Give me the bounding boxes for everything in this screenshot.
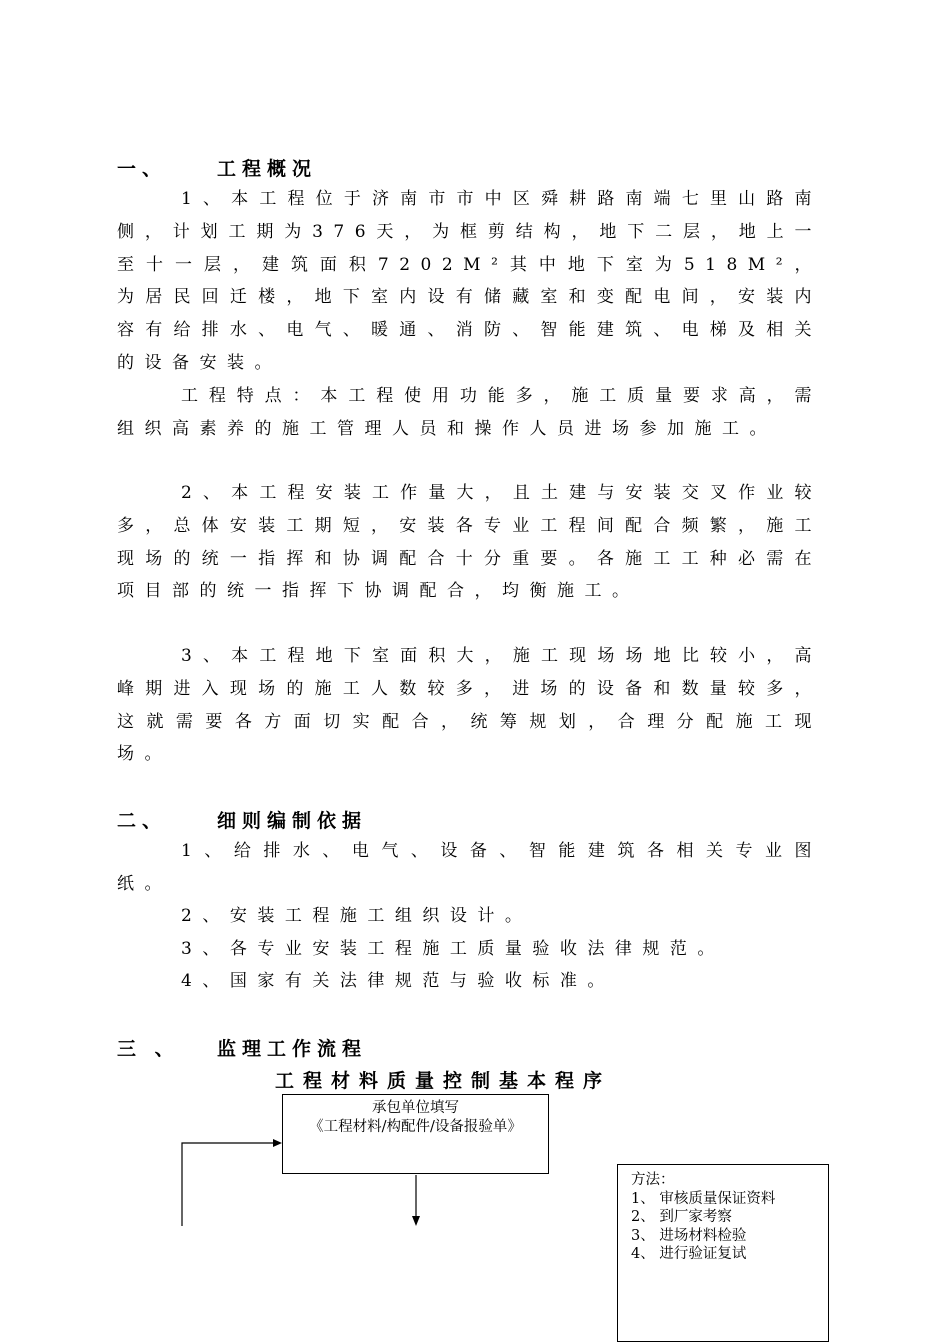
section-number: 一、: [117, 158, 168, 180]
method-item: 2、 到厂家考察: [631, 1209, 732, 1225]
paragraph: 2、本工程安装工作量大，且土建与安装交叉作业较多，总体安装工期短，安装各专业工程间配合频繁，施工现场的统一指挥和协调配合十分重要。各施工工种必需在项目部的统一指挥下协调配合，均衡施工。: [117, 483, 822, 602]
box-line: 《工程材料/构配件/设备报验单》: [309, 1118, 522, 1135]
section-title: 工程概况: [217, 158, 318, 180]
paragraph: 1、给排水、电气、设备、智能建筑各相关专业图纸。: [117, 841, 822, 894]
paragraph: 工程特点：本工程使用功能多，施工质量要求高，需组织高素养的施工管理人员和操作人员进场参加施工。: [117, 386, 822, 439]
paragraph: 3、本工程地下室面积大，施工现场场地比较小，高峰期进入现场的施工人数较多，进场的设备和数量较多，这就需要各方面切实配合，统筹规划，合理分配施工现场。: [117, 646, 822, 765]
section-number: 三 、: [117, 1038, 180, 1060]
submit-form-box: [282, 1094, 549, 1174]
arrow-head-icon: [273, 1139, 282, 1147]
paragraph: 1、本工程位于济南市市中区舜耕路南端七里山路南侧，计划工期为376天，为框剪结构，地下二层，地上一至十一层，建筑面积7202M²其中地下室为518M²，为居民回迁楼，地下室内设有储藏室和变配电间，安装内容有给排水、电气、暖通、消防、智能建筑、电梯及相关的设备安装。: [117, 189, 822, 373]
methods-label: 方法：: [631, 1172, 675, 1188]
method-item: 1、 审核质量保证资料: [631, 1190, 776, 1207]
feedback-arrow-line: [182, 1143, 274, 1226]
method-item: 3、 进场材料检验: [631, 1227, 747, 1244]
section-title: 细则编制依据: [217, 810, 368, 832]
arrow-head-icon: [412, 1216, 420, 1226]
flowchart-title: 工程材料质量控制基本程序: [275, 1070, 612, 1092]
box-line: 承包单位填写: [372, 1100, 459, 1116]
section-title: 监理工作流程: [217, 1038, 368, 1060]
section-number: 二、: [117, 810, 168, 832]
paragraph: 2、安装工程施工组织设计。: [181, 906, 533, 926]
paragraph: 4、国家有关法律规范与验收标准。: [181, 971, 615, 991]
methods-box: [617, 1164, 829, 1342]
paragraph: 3、各专业安装工程施工质量验收法律规范。: [181, 939, 725, 959]
method-item: 4、 进行验证复试: [631, 1246, 747, 1262]
